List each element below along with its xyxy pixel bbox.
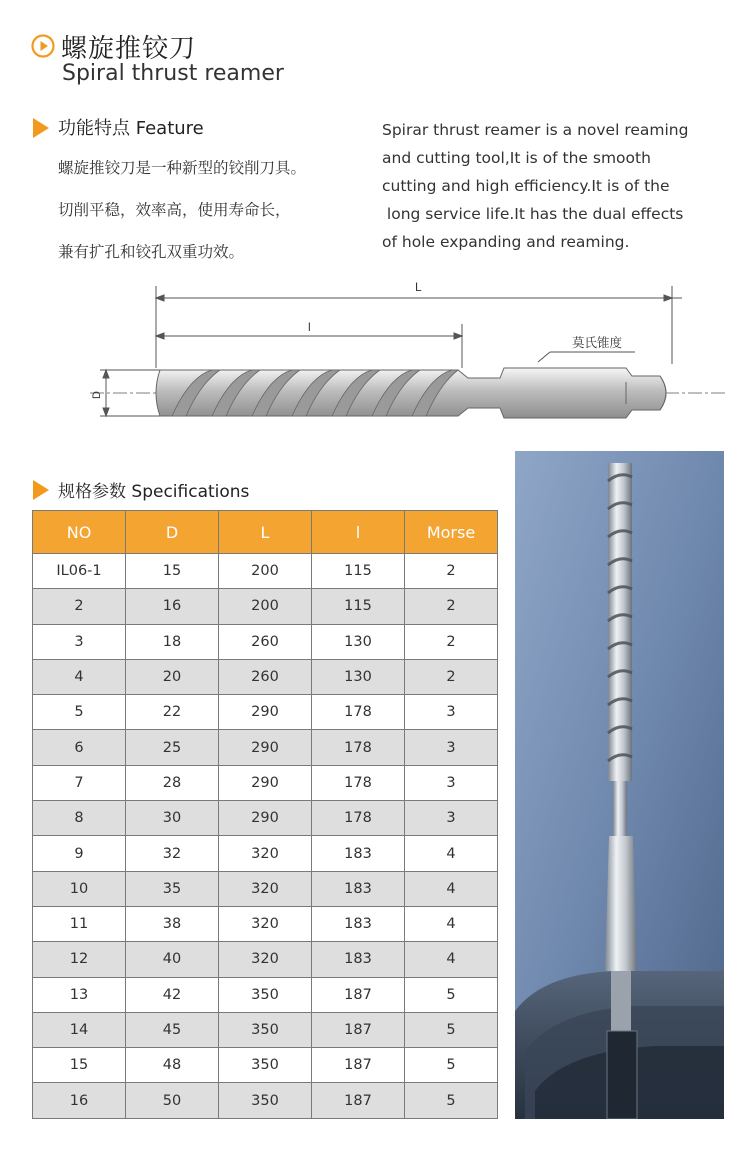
table-cell: 350 bbox=[219, 1083, 312, 1118]
table-cell: 5 bbox=[405, 1048, 498, 1083]
table-cell: 178 bbox=[312, 695, 405, 730]
product-photo bbox=[515, 451, 724, 1119]
table-cell: 11 bbox=[33, 906, 126, 941]
feature-text-en bbox=[382, 116, 742, 256]
table-cell: 4 bbox=[405, 871, 498, 906]
feature-heading: 功能特点 Feature bbox=[58, 118, 204, 139]
feature-zh-line: 螺旋推铰刀是一种新型的铰削刀具。 bbox=[58, 159, 307, 177]
table-cell: 350 bbox=[219, 1048, 312, 1083]
feature-zh-line: 切削平稳，效率高，使用寿命长， bbox=[58, 201, 291, 219]
table-cell: 290 bbox=[219, 765, 312, 800]
table-cell: 183 bbox=[312, 836, 405, 871]
table-row bbox=[33, 977, 498, 1012]
triangle-bullet-icon bbox=[33, 118, 49, 138]
play-circle-icon bbox=[31, 34, 55, 58]
table-row bbox=[33, 695, 498, 730]
specifications-heading: 规格参数 Specifications bbox=[58, 482, 250, 502]
table-cell: 200 bbox=[219, 589, 312, 624]
table-row bbox=[33, 871, 498, 906]
page-subtitle: Spiral thrust reamer bbox=[62, 61, 284, 86]
table-cell: 15 bbox=[33, 1048, 126, 1083]
table-cell: 187 bbox=[312, 1048, 405, 1083]
feature-en-line: and cutting tool,It is of the smooth bbox=[382, 149, 651, 167]
table-cell: 320 bbox=[219, 906, 312, 941]
table-cell: 5 bbox=[405, 1012, 498, 1047]
feature-text-zh bbox=[58, 147, 368, 273]
table-cell: 18 bbox=[126, 624, 219, 659]
table-cell: 5 bbox=[33, 695, 126, 730]
table-cell: 200 bbox=[219, 554, 312, 589]
table-cell: 10 bbox=[33, 871, 126, 906]
table-cell: 115 bbox=[312, 554, 405, 589]
table-cell: 15 bbox=[126, 554, 219, 589]
table-cell: 320 bbox=[219, 871, 312, 906]
table-cell: 4 bbox=[33, 659, 126, 694]
table-cell: 2 bbox=[405, 554, 498, 589]
table-cell: 32 bbox=[126, 836, 219, 871]
reamer-diagram bbox=[60, 272, 740, 432]
table-cell: 35 bbox=[126, 871, 219, 906]
table-cell: 183 bbox=[312, 871, 405, 906]
table-cell: 350 bbox=[219, 977, 312, 1012]
table-row bbox=[33, 1048, 498, 1083]
triangle-bullet-icon bbox=[33, 480, 49, 500]
table-cell: 50 bbox=[126, 1083, 219, 1118]
table-row bbox=[33, 589, 498, 624]
table-cell: 5 bbox=[405, 977, 498, 1012]
table-cell: 187 bbox=[312, 1083, 405, 1118]
table-cell: 30 bbox=[126, 801, 219, 836]
table-cell: 45 bbox=[126, 1012, 219, 1047]
table-cell: 3 bbox=[405, 765, 498, 800]
table-cell: 187 bbox=[312, 1012, 405, 1047]
table-cell: 130 bbox=[312, 624, 405, 659]
table-cell: 350 bbox=[219, 1012, 312, 1047]
feature-en-line: Spirar thrust reamer is a novel reaming bbox=[382, 121, 689, 139]
table-cell: 290 bbox=[219, 695, 312, 730]
table-cell: 4 bbox=[405, 906, 498, 941]
feature-zh-line: 兼有扩孔和铰孔双重功效。 bbox=[58, 243, 245, 261]
table-row bbox=[33, 836, 498, 871]
specifications-table bbox=[32, 510, 498, 1119]
dimension-label-l: l bbox=[308, 320, 311, 334]
table-row bbox=[33, 1012, 498, 1047]
table-cell: 3 bbox=[405, 695, 498, 730]
table-cell: 290 bbox=[219, 801, 312, 836]
table-cell: 4 bbox=[405, 942, 498, 977]
table-row bbox=[33, 906, 498, 941]
table-cell: 178 bbox=[312, 765, 405, 800]
page-title: 螺旋推铰刀 bbox=[61, 34, 197, 64]
table-cell: 115 bbox=[312, 589, 405, 624]
table-row bbox=[33, 730, 498, 765]
table-cell: 4 bbox=[405, 836, 498, 871]
table-cell: 3 bbox=[405, 730, 498, 765]
table-cell: 25 bbox=[126, 730, 219, 765]
table-cell: 20 bbox=[126, 659, 219, 694]
table-row bbox=[33, 801, 498, 836]
table-cell: 3 bbox=[405, 801, 498, 836]
table-cell: 178 bbox=[312, 801, 405, 836]
table-cell: 320 bbox=[219, 942, 312, 977]
table-cell: 12 bbox=[33, 942, 126, 977]
table-cell: 187 bbox=[312, 977, 405, 1012]
table-cell: 6 bbox=[33, 730, 126, 765]
table-cell: 40 bbox=[126, 942, 219, 977]
feature-en-line: of hole expanding and reaming. bbox=[382, 233, 630, 251]
column-header: L bbox=[219, 511, 312, 554]
column-header: Morse bbox=[405, 511, 498, 554]
column-header: D bbox=[126, 511, 219, 554]
table-cell: 16 bbox=[33, 1083, 126, 1118]
table-row bbox=[33, 1083, 498, 1118]
table-cell: 2 bbox=[405, 659, 498, 694]
table-row bbox=[33, 659, 498, 694]
dimension-label-D: D bbox=[91, 391, 103, 399]
dimension-label-L: L bbox=[415, 280, 422, 294]
table-cell: 48 bbox=[126, 1048, 219, 1083]
table-cell: 8 bbox=[33, 801, 126, 836]
table-cell: 3 bbox=[33, 624, 126, 659]
morse-taper-label: 莫氏锥度 bbox=[572, 335, 623, 350]
table-cell: 2 bbox=[405, 589, 498, 624]
table-cell: 130 bbox=[312, 659, 405, 694]
table-cell: 42 bbox=[126, 977, 219, 1012]
table-cell: 2 bbox=[33, 589, 126, 624]
column-header: l bbox=[312, 511, 405, 554]
table-cell: 14 bbox=[33, 1012, 126, 1047]
feature-en-line: long service life.It has the dual effects bbox=[382, 205, 684, 223]
table-row bbox=[33, 624, 498, 659]
table-cell: 260 bbox=[219, 659, 312, 694]
table-cell: 38 bbox=[126, 906, 219, 941]
table-row bbox=[33, 942, 498, 977]
table-cell: 16 bbox=[126, 589, 219, 624]
table-cell: 290 bbox=[219, 730, 312, 765]
table-cell: 9 bbox=[33, 836, 126, 871]
table-cell: 183 bbox=[312, 906, 405, 941]
column-header: NO bbox=[33, 511, 126, 554]
feature-en-line: cutting and high efficiency.It is of the bbox=[382, 177, 670, 195]
table-cell: 260 bbox=[219, 624, 312, 659]
table-cell: 7 bbox=[33, 765, 126, 800]
table-cell: 22 bbox=[126, 695, 219, 730]
table-cell: 178 bbox=[312, 730, 405, 765]
table-cell: 2 bbox=[405, 624, 498, 659]
table-row bbox=[33, 554, 498, 589]
table-header-row bbox=[33, 511, 498, 554]
table-cell: 183 bbox=[312, 942, 405, 977]
table-cell: 5 bbox=[405, 1083, 498, 1118]
table-cell: 28 bbox=[126, 765, 219, 800]
table-cell: 13 bbox=[33, 977, 126, 1012]
table-cell: 320 bbox=[219, 836, 312, 871]
table-row bbox=[33, 765, 498, 800]
table-cell: IL06-1 bbox=[33, 554, 126, 589]
